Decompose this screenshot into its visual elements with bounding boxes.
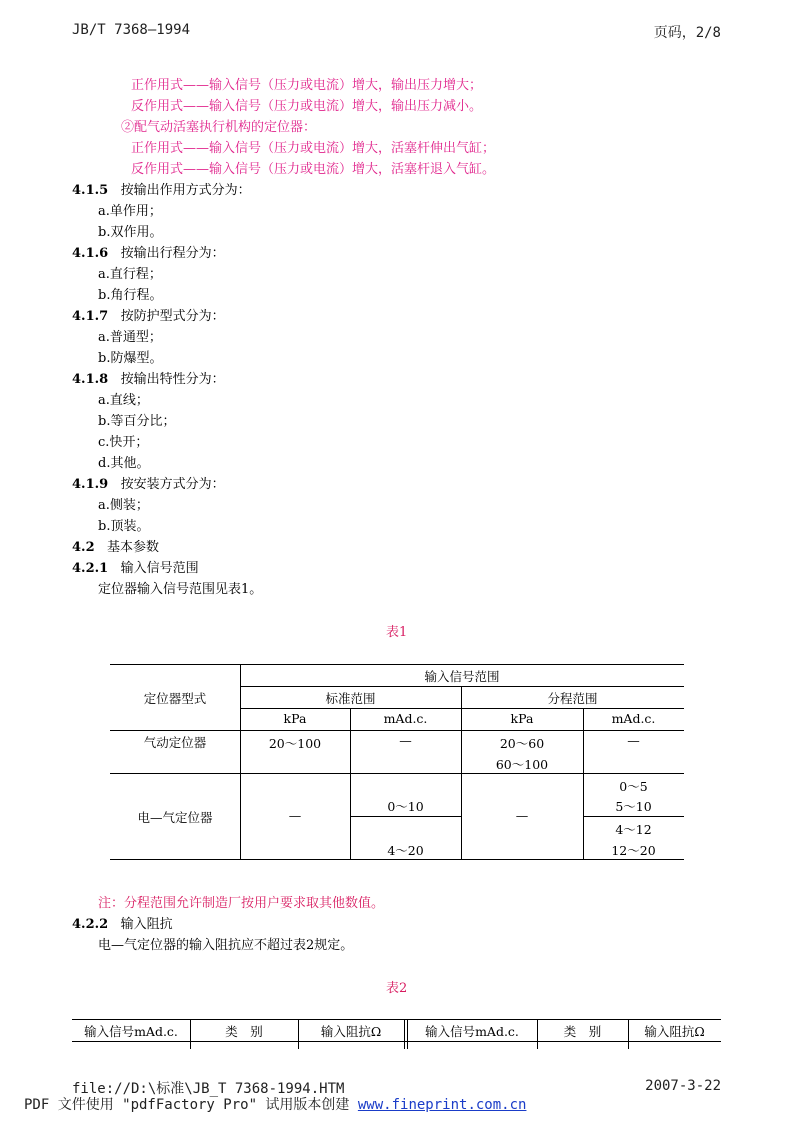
table-cell: — [399,733,412,748]
table-cell: 0～5 [619,779,648,794]
list-item: c.快开； [98,435,149,450]
section-title: 按输出特性分为： [120,372,225,387]
section-number: 4.1.7 [72,309,109,324]
list-item: b.等百分比； [98,414,176,429]
section-number: 4.1.9 [72,477,109,492]
table-cell: — [288,808,302,823]
list-item: b.双作用。 [98,225,163,240]
table-cell: 5～10 [615,799,652,814]
list-item: a.侧装； [98,498,149,513]
table-header-split-range: 分程范围 [547,691,598,706]
section-4-2-2-heading [72,913,173,932]
section-4-1-7-heading [72,305,225,324]
table-2-header: 输入信号mAd.c. [84,1024,178,1039]
pink-line-2: 反作用式——输入信号（压力或电流）增大，输出压力减小。 [131,99,483,114]
section-title: 基本参数 [107,540,160,555]
header-page-number: 页码，2/8 [653,25,721,41]
section-4-1-8-heading [72,368,225,387]
table-unit-kpa: kPa [283,711,307,726]
footer-file-path: file://D:\标准\JB_T 7368-1994.HTM [72,1081,345,1097]
list-item: a.普通型； [98,330,162,345]
table-2-caption: 表2 [386,981,408,996]
footer-date: 2007-3-22 [645,1078,721,1094]
paragraph: 电—气定位器的输入阻抗应不超过表2规定。 [98,938,354,953]
section-number: 4.1.6 [72,246,109,261]
table-header-input-range: 输入信号范围 [424,669,500,684]
list-item: b.顶装。 [98,519,150,534]
section-title: 输入阻抗 [120,917,173,932]
section-number: 4.1.8 [72,372,109,387]
table-cell: 20～60 [499,736,545,751]
table-cell: 4～20 [387,843,424,858]
list-item: b.角行程。 [98,288,163,303]
section-title: 按输出作用方式分为： [120,183,251,198]
table-unit-ma: mAd.c. [611,711,656,726]
section-title: 按安装方式分为： [120,477,225,492]
table-unit-kpa: kPa [510,711,534,726]
table-2-header: 类 别 [563,1024,602,1039]
list-item: a.单作用； [98,204,162,219]
pdf-note-text: PDF 文件使用 "pdfFactory Pro" 试用版本创建 [24,1097,358,1113]
table-cell: 12～20 [611,843,656,858]
section-title: 按防护型式分为： [120,309,225,324]
list-item: a.直行程； [98,267,162,282]
section-number: 4.2.1 [72,561,109,576]
footer-pdf-note [24,1094,526,1114]
section-4-2-1-heading [72,557,199,576]
table-cell: — [627,733,640,748]
table-cell: 60～100 [495,757,549,772]
section-4-1-6-heading [72,242,225,261]
pink-line-4: 正作用式——输入信号（压力或电流）增大，活塞杆伸出气缸； [131,141,496,156]
fineprint-link[interactable]: www.fineprint.com.cn [357,1097,527,1113]
table-cell-pneumatic-name: 气动定位器 [143,735,207,750]
table-2-header: 输入信号mAd.c. [425,1024,519,1039]
table-unit-ma: mAd.c. [383,711,428,726]
pink-line-5: 反作用式——输入信号（压力或电流）增大，活塞杆退入气缸。 [131,162,496,177]
section-number: 4.2 [72,540,95,555]
section-title: 输入信号范围 [120,561,199,576]
section-number: 4.1.5 [72,183,109,198]
table-header-type: 定位器型式 [143,691,207,706]
table-cell: 20～100 [268,736,322,751]
pink-line-3: ②配气动活塞执行机构的定位器： [121,120,317,135]
table-cell: 4～12 [615,822,652,837]
table-2-header: 输入阻抗Ω [320,1024,382,1039]
table-2-header: 类 别 [225,1024,263,1039]
paragraph: 定位器输入信号范围见表1。 [98,582,263,597]
header-doc-id: JB/T 7368—1994 [72,22,191,38]
list-item: a.直线； [98,393,149,408]
section-4-1-9-heading [72,473,225,492]
list-item: d.其他。 [98,456,150,471]
list-item: b.防爆型。 [98,351,163,366]
section-4-1-5-heading [72,179,251,198]
table-cell-electric-name: 电—气定位器 [137,810,213,825]
table-cell: — [515,808,529,823]
section-title: 按输出行程分为： [120,246,225,261]
table-2-header: 输入阻抗Ω [644,1024,705,1039]
table-cell: 0～10 [387,799,424,814]
table-1-note: 注：分程范围允许制造厂按用户要求取其他数值。 [98,896,385,911]
table-header-std-range: 标准范围 [325,691,376,706]
pink-line-1: 正作用式——输入信号（压力或电流）增大，输出压力增大； [131,78,483,93]
section-number: 4.2.2 [72,917,109,932]
section-4-2-heading [72,536,159,555]
table-1-caption: 表1 [386,625,408,640]
